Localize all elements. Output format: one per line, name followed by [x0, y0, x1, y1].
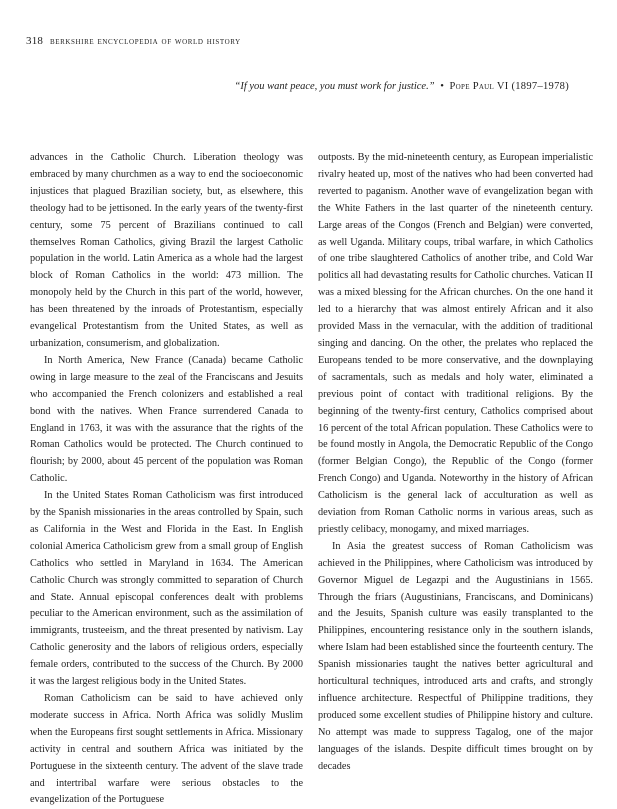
epigraph-quote: “If you want peace, you must work for justice.”: [234, 81, 435, 92]
epigraph: [234, 81, 569, 92]
paragraph: Roman Catholicism can be said to have achieved only moderate success in Africa. North Africa was solidly Muslim when the Europeans first sought settlements in Africa. Missionary activity in central and southern Africa was initiated by the Portuguese in the sixteenth century. The advent of the slave trade and intertribal warfare were serious obstacles to the evangelization of the Portuguese: [30, 693, 303, 806]
paragraph: In the United States Roman Catholicism was first introduced by the Spanish missionaries in the areas controlled by Spain, such as California in the West and Florida in the East. In English colonial America Catholicism grew from a small group of English Catholics who settled in Maryland in 1634. The American Catholic Church was strongly committed to separation of Church and State. Annual episcopal conferences dealt with problems peculiar to the American environment, such as the assimilation of immigrants, trusteeism, and the threat presented by nativism. Lay Catholic generosity and the labors of religious orders, especially female orders, contributed to the success of the Church. By 2000 it was the largest religious body in the United States.: [30, 490, 303, 688]
paragraph: advances in the Catholic Church. Liberation theology was embraced by many churchmen as a way to end the socioeconomic injustices that plagued Brazilian society, but, as elsewhere, this theology had to be jettisoned. In the early years of the twenty-first century, some 75 percent of Brazilians continued to call themselves Roman Catholics, giving Brazil the largest Catholic population in the world. Latin America as a whole had the largest block of Roman Catholics in the world: 473 million. The monopoly held by the Church in this part of the world, however, has been threatened by the inroads of Protestantism, especially evangelical Protestantism from the United States, as well as urbanization, consumerism, and globalization.: [30, 152, 303, 349]
book-title: berkshire encyclopedia of world history: [49, 36, 241, 47]
right-column: [318, 150, 593, 776]
epigraph-author: Pope Paul VI (1897–1978): [449, 81, 569, 92]
paragraph: In Asia the greatest success of Roman Catholicism was achieved in the Philippines, where Catholicism was introduced by Governor Miguel de Legazpi and the Augustinians in 1565. Through the friars (Augustinians, Franciscans, and Dominicans) and the Jesuits, Spanish culture was easily transplanted to the Philippines, encountering resistance only in the southern islands, where Islam had been established since the fourteenth century. The Spanish missionaries taught the natives better agricultural and horticultural techniques, introduced arts and crafts, and strongly influence architecture. Respectful of Philippine traditions, they produced some excellent studies of Philippine history and culture. No attempt was made to suppress Tagalog, one of the major languages of the islands. Despite difficult times brought on by decades: [318, 540, 593, 772]
paragraph: outposts. By the mid-nineteenth century, as European imperialistic rivalry heated up, most of the natives who had been converted had reverted to paganism. Another wave of evangelization began with the White Fathers in the last quarter of the nineteenth century. Large areas of the Congos (French and Belgian) were converted, as well Uganda. Military coups, tribal warfare, in which Catholics of one tribe slaughtered Catholics of another tribe, and Cold War politics all had devastating results for Catholic churches. Vatican II was a mixed blessing for the African churches. On the one hand it led to a hierarchy that was almost entirely African and it also provided Mass in the vernacular, with the addition of traditional singing and dancing. On the other, the prelates who replaced the Europeans tended to be more conservative, and the downplaying of sacramentals, such as medals and holy water, eliminated a previous point of contact with traditional religions. By the beginning of the twenty-first century, Catholics comprised about 16 percent of the total African population. These Catholics were to be found mostly in Angola, the Democratic Republic of the Congo (former Belgian Congo), the Republic of the Congo (former French Congo) and Uganda. Noteworthy in the history of African Catholicism is the general lack of acculturation as well as deviation from Roman Catholic norms in various areas, such as priestly celibacy, monogamy, and mixed marriages.: [318, 152, 593, 535]
page-number: 318: [26, 35, 44, 47]
running-head: [26, 35, 241, 47]
left-column: [30, 150, 303, 809]
bullet-separator: •: [440, 81, 444, 92]
paragraph: In North America, New France (Canada) became Catholic owing in large measure to the zeal of the Franciscans and Jesuits who accompanied the French colonizers and established a real bond with the natives. When France surrendered Canada to England in 1763, it was with the assurance that the rights of the Roman Catholics would be protected. The Church continued to flourish; by 2000, about 45 percent of the population was Roman Catholic.: [30, 354, 303, 485]
